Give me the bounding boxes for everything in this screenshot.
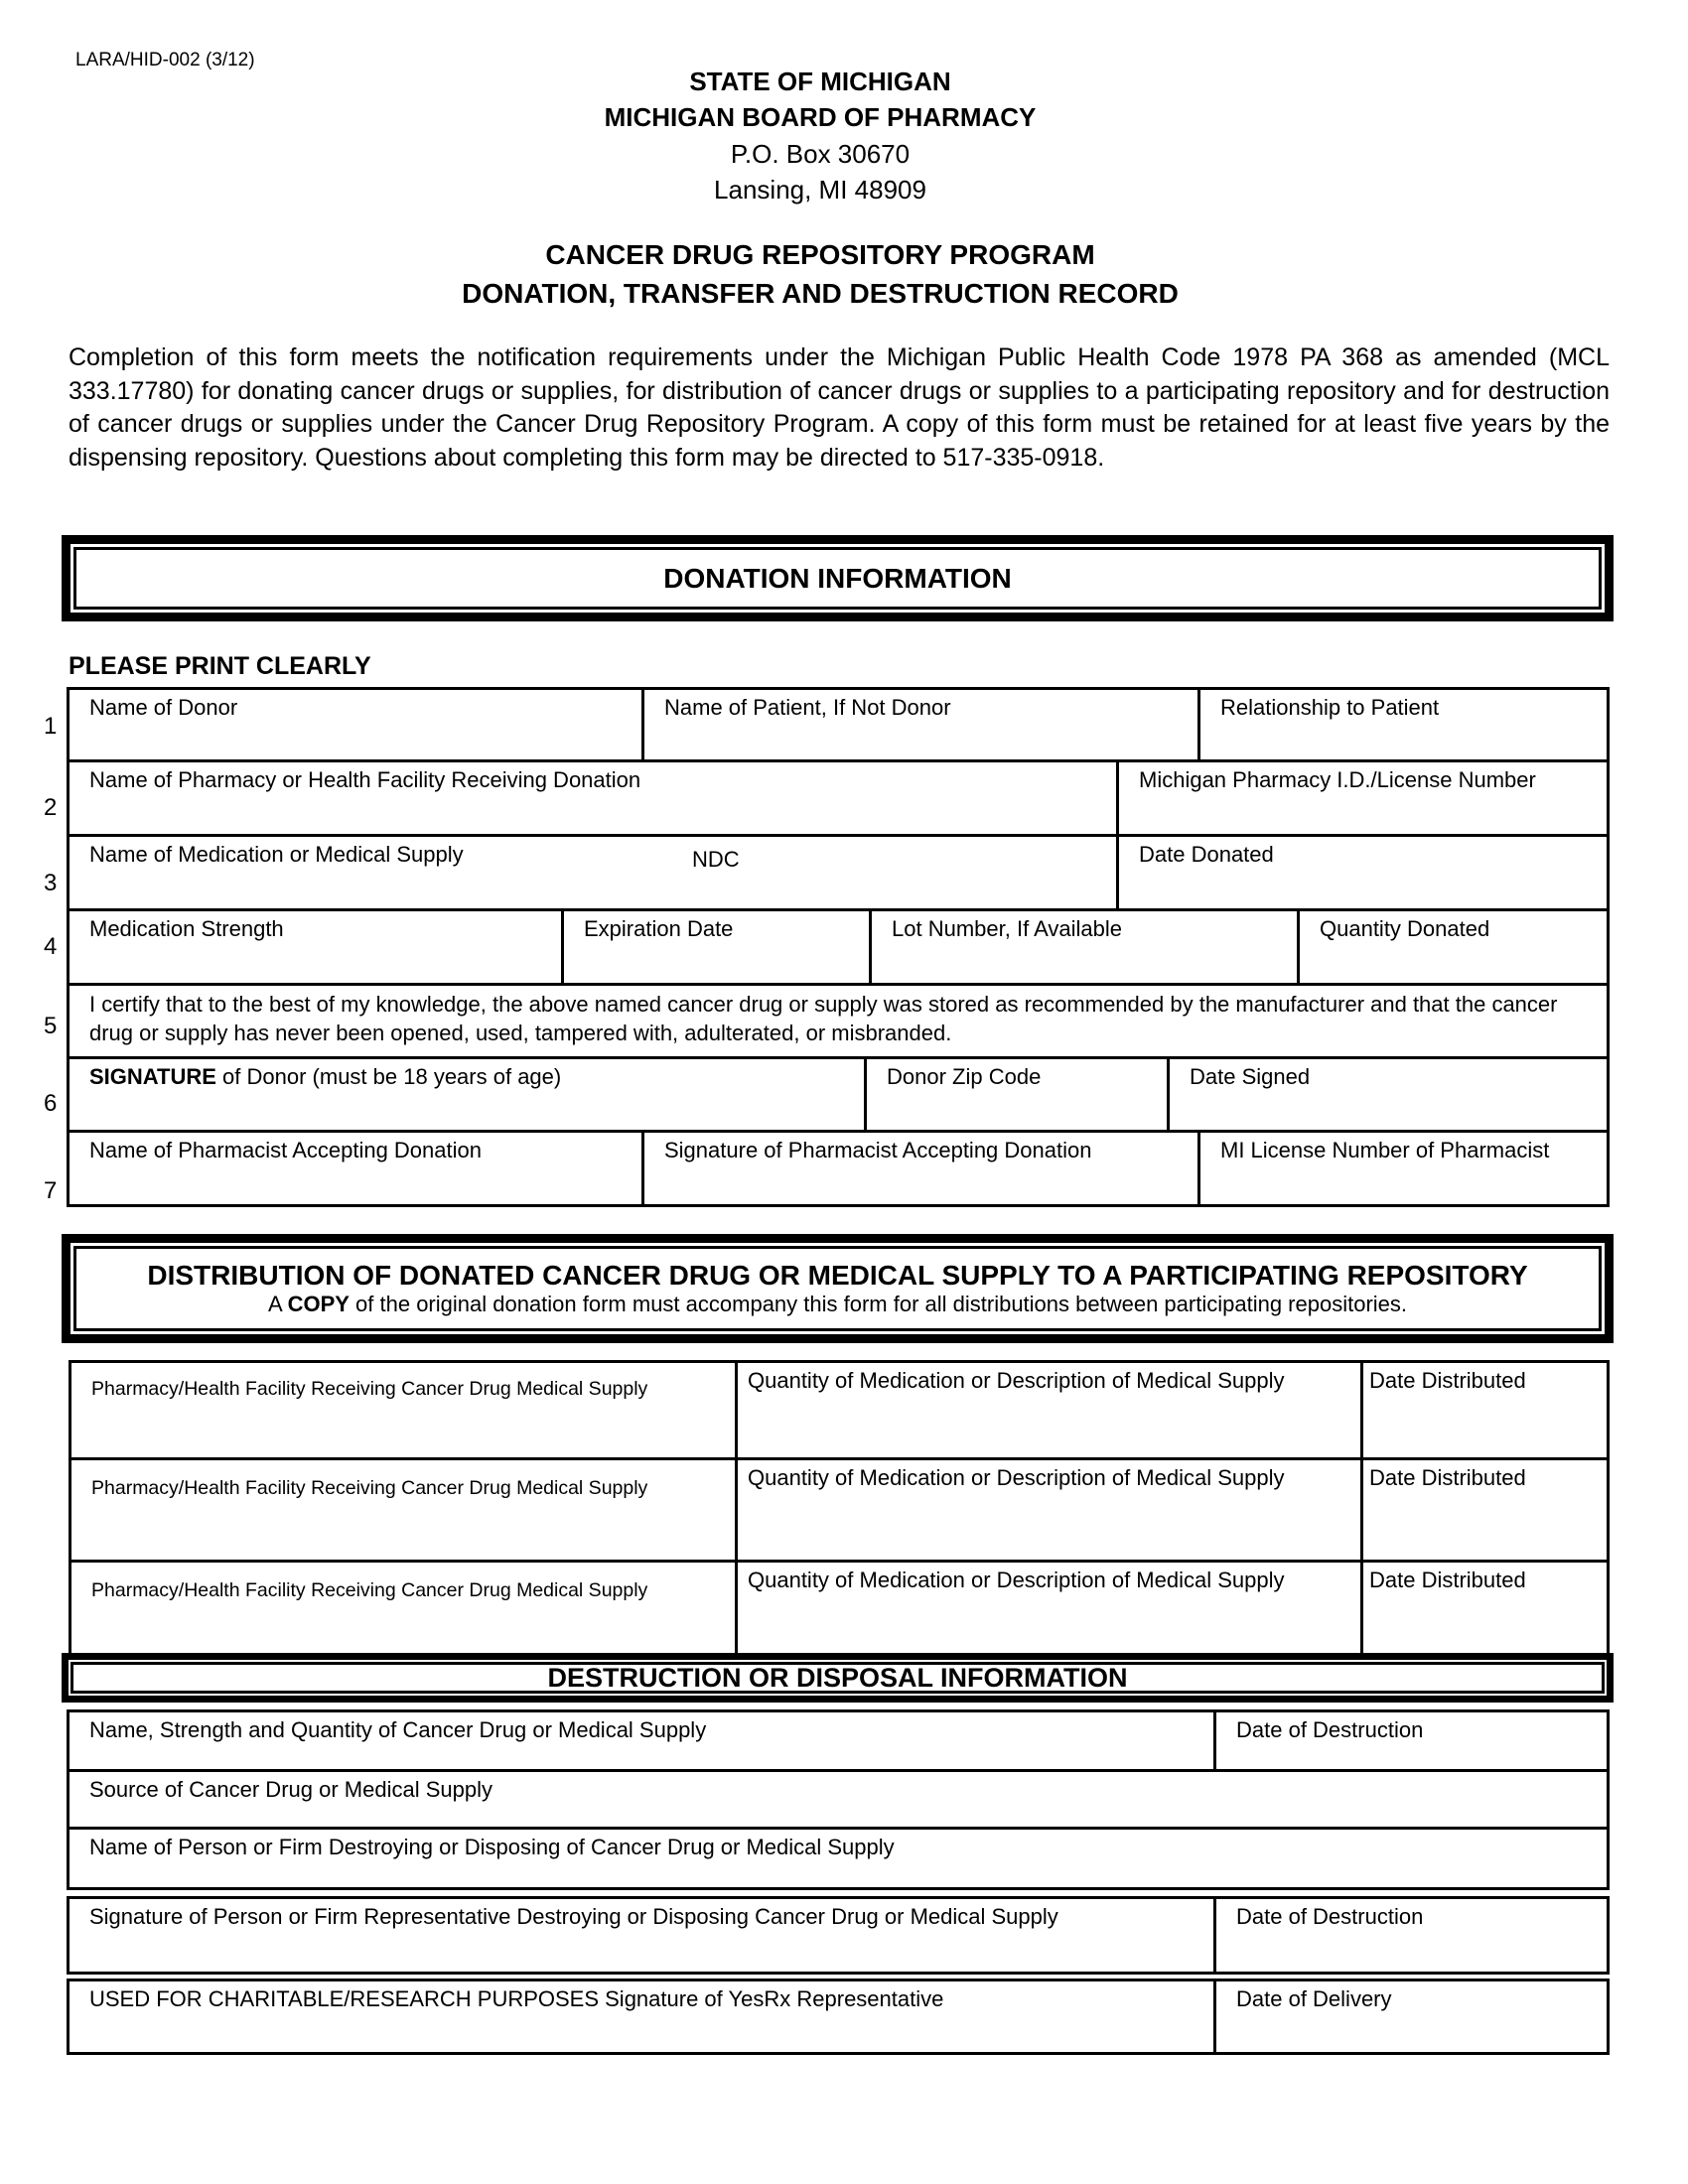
dist-facility-field[interactable] bbox=[69, 1457, 738, 1563]
field-label: Date Signed bbox=[1190, 1064, 1311, 1089]
board-heading: MICHIGAN BOARD OF PHARMACY bbox=[604, 102, 1037, 132]
destruction-title: DESTRUCTION OR DISPOSAL INFORMATION bbox=[547, 1662, 1128, 1693]
patient-name-field[interactable] bbox=[641, 687, 1200, 762]
pharmacist-signature-field[interactable] bbox=[641, 1130, 1200, 1207]
row-number: 4 bbox=[44, 933, 58, 960]
strength-field[interactable] bbox=[67, 908, 564, 986]
field-label: Name of Person or Firm Destroying or Disposing of Cancer Drug or Medical Supply bbox=[89, 1835, 895, 1859]
dist-facility-field[interactable] bbox=[69, 1360, 738, 1460]
date-donated-field[interactable] bbox=[1116, 834, 1610, 911]
relationship-field[interactable] bbox=[1197, 687, 1610, 762]
field-label: Pharmacy/Health Facility Receiving Cancer Drug Medical Supply bbox=[91, 1378, 648, 1400]
dist-date-field[interactable] bbox=[1360, 1360, 1610, 1460]
dist-date-field[interactable] bbox=[1360, 1560, 1610, 1656]
field-label: Quantity of Medication or Description of Medical Supply bbox=[748, 1368, 1285, 1393]
form-code: LARA/HID-002 (3/12) bbox=[75, 50, 255, 70]
state-heading: STATE OF MICHIGAN bbox=[689, 67, 951, 96]
person-firm-field[interactable] bbox=[67, 1827, 1610, 1890]
signature-bold: SIGNATURE bbox=[89, 1064, 216, 1089]
pharmacist-license-field[interactable] bbox=[1197, 1130, 1610, 1207]
date-signed-field[interactable] bbox=[1167, 1056, 1610, 1133]
field-label: Date of Destruction bbox=[1236, 1717, 1424, 1742]
distribution-banner bbox=[62, 1234, 1614, 1343]
form-subtitle: DONATION, TRANSFER AND DESTRUCTION RECORD bbox=[462, 278, 1179, 309]
field-label: Quantity Donated bbox=[1320, 916, 1490, 941]
field-label: Date Distributed bbox=[1369, 1465, 1526, 1490]
city: Lansing, MI 48909 bbox=[714, 175, 926, 205]
donation-banner bbox=[62, 535, 1614, 621]
field-label: Date of Delivery bbox=[1236, 1986, 1392, 2011]
certification-statement bbox=[67, 983, 1610, 1059]
field-label: Relationship to Patient bbox=[1220, 695, 1440, 720]
dist-quantity-field[interactable] bbox=[735, 1560, 1363, 1656]
intro-paragraph: Completion of this form meets the notification requirements under the Michigan Public Health Code 1978 PA 368 as amended (MCL 333.17780) for donating cancer drugs or supplies, for distribution of cancer drugs or supplies to a participating repository and for destruction of cancer drugs or supplies under the Cancer Drug Repository Program. A copy of this form must be retained for at least five years by the dispensing repository. Questions about completing this form may be directed to 517-335-0918. bbox=[69, 343, 1610, 472]
pharmacy-name-field[interactable] bbox=[67, 759, 1119, 837]
quantity-field[interactable] bbox=[1297, 908, 1610, 986]
expiration-field[interactable] bbox=[561, 908, 872, 986]
field-label: Date Donated bbox=[1139, 842, 1274, 867]
field-label: Lot Number, If Available bbox=[892, 916, 1122, 941]
row-number: 6 bbox=[44, 1090, 58, 1117]
dist-quantity-field[interactable] bbox=[735, 1457, 1363, 1563]
lot-number-field[interactable] bbox=[869, 908, 1300, 986]
row-number: 2 bbox=[44, 794, 58, 821]
field-label: Pharmacy/Health Facility Receiving Cancer Drug Medical Supply bbox=[91, 1579, 648, 1601]
field-label: Expiration Date bbox=[584, 916, 734, 941]
row-number: 3 bbox=[44, 870, 58, 896]
dist-date-field[interactable] bbox=[1360, 1457, 1610, 1563]
license-number-field[interactable] bbox=[1116, 759, 1610, 837]
field-label: Michigan Pharmacy I.D./License Number bbox=[1139, 767, 1536, 792]
field-label: Pharmacy/Health Facility Receiving Cancer Drug Medical Supply bbox=[91, 1477, 648, 1499]
zip-field[interactable] bbox=[864, 1056, 1170, 1133]
field-label: Name of Patient, If Not Donor bbox=[664, 695, 951, 720]
charitable-signature-field[interactable] bbox=[67, 1979, 1216, 2055]
pharmacist-name-field[interactable] bbox=[67, 1130, 644, 1207]
donor-signature-field[interactable] bbox=[67, 1056, 867, 1133]
destruction-name-field[interactable] bbox=[67, 1709, 1216, 1772]
destruction-date-field[interactable] bbox=[1213, 1709, 1610, 1772]
field-label: Signature of Pharmacist Accepting Donation bbox=[664, 1138, 1092, 1162]
destruction-banner bbox=[62, 1653, 1614, 1703]
field-label: Name of Donor bbox=[89, 695, 238, 720]
field-label: Date of Destruction bbox=[1236, 1904, 1424, 1929]
field-label: Medication Strength bbox=[89, 916, 284, 941]
form-title: CANCER DRUG REPOSITORY PROGRAM bbox=[545, 239, 1095, 270]
destruction-signature-field[interactable] bbox=[67, 1896, 1216, 1975]
destruction-date2-field[interactable] bbox=[1213, 1896, 1610, 1975]
medication-name-field[interactable] bbox=[67, 834, 1119, 911]
distribution-note: A COPY of the original donation form must accompany this form for all distributions between participating repositories. bbox=[267, 1292, 1407, 1316]
donor-name-field[interactable] bbox=[67, 687, 644, 762]
field-label: Name of Pharmacist Accepting Donation bbox=[89, 1138, 482, 1162]
field-label: Quantity of Medication or Description of Medical Supply bbox=[748, 1568, 1285, 1592]
dist-quantity-field[interactable] bbox=[735, 1360, 1363, 1460]
field-label: Name of Medication or Medical Supply bbox=[89, 842, 464, 867]
field-label: Source of Cancer Drug or Medical Supply bbox=[89, 1777, 492, 1802]
ndc-label: NDC bbox=[692, 847, 740, 872]
source-field[interactable] bbox=[67, 1769, 1610, 1830]
field-label: Name of Pharmacy or Health Facility Receiving Donation bbox=[89, 767, 641, 792]
field-label: USED FOR CHARITABLE/RESEARCH PURPOSES Signature of YesRx Representative bbox=[89, 1986, 944, 2011]
delivery-date-field[interactable] bbox=[1213, 1979, 1610, 2055]
row-number: 5 bbox=[44, 1013, 58, 1039]
field-label: I certify that to the best of my knowledge, the above named cancer drug or supply was stored as recommended by the manufacturer and that the cancer drug or supply has never been opened, used, tampered with, adulterated, or misbranded. bbox=[89, 992, 1558, 1045]
po-box: P.O. Box 30670 bbox=[730, 139, 911, 169]
row-number: 7 bbox=[44, 1177, 58, 1204]
row-number: 1 bbox=[44, 713, 58, 740]
print-clearly: PLEASE PRINT CLEARLY bbox=[69, 652, 371, 680]
field-label: of Donor (must be 18 years of age) bbox=[215, 1064, 562, 1089]
dist-facility-field[interactable] bbox=[69, 1560, 738, 1656]
field-label: Quantity of Medication or Description of Medical Supply bbox=[748, 1465, 1285, 1490]
field-label: Date Distributed bbox=[1369, 1368, 1526, 1393]
distribution-title: DISTRIBUTION OF DONATED CANCER DRUG OR MEDICAL SUPPLY TO A PARTICIPATING REPOSITORY bbox=[147, 1260, 1528, 1291]
field-label: Signature of Person or Firm Representative Destroying or Disposing Cancer Drug or Medical Supply bbox=[89, 1904, 1058, 1929]
field-label: Donor Zip Code bbox=[887, 1064, 1042, 1089]
field-label: Date Distributed bbox=[1369, 1568, 1526, 1592]
donation-title: DONATION INFORMATION bbox=[663, 562, 1012, 594]
field-label: MI License Number of Pharmacist bbox=[1220, 1138, 1550, 1162]
field-label: Name, Strength and Quantity of Cancer Drug or Medical Supply bbox=[89, 1717, 707, 1742]
